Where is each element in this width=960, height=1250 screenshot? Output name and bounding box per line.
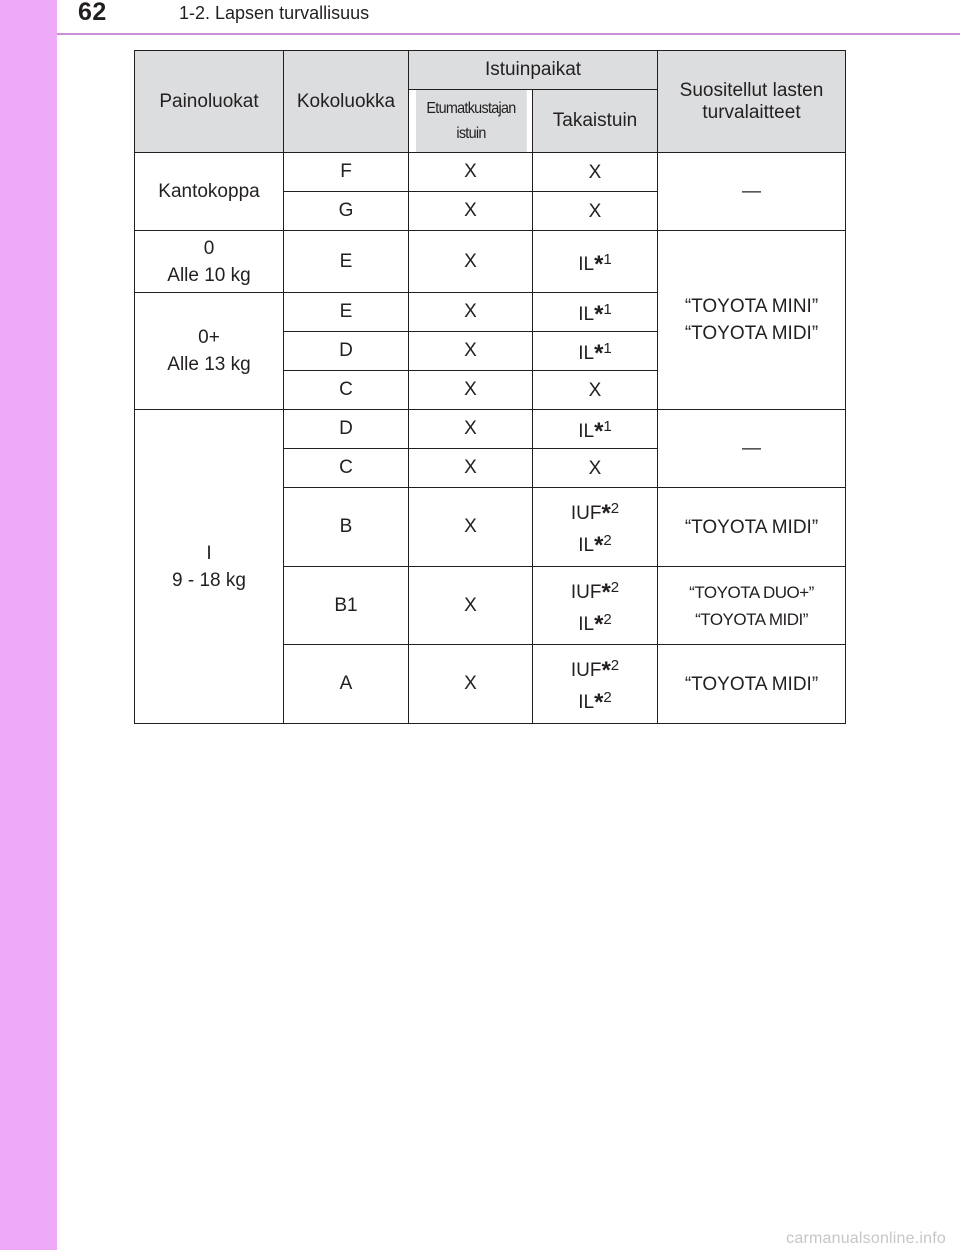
rear-seat-entry (539, 652, 651, 684)
seat-type-code: IUF (570, 660, 602, 681)
size-class-cell: C (284, 371, 409, 410)
size-class-cell: D (284, 332, 409, 371)
footnote-number: 1 (603, 301, 612, 318)
rear-seat-cell (533, 153, 658, 192)
rear-seat-entry (539, 413, 651, 445)
footnote-star: * (594, 418, 604, 445)
rear-seat-entry (539, 684, 651, 716)
recommended-device-cell (658, 488, 846, 567)
footnote-number: 1 (603, 340, 612, 357)
weight-group-label: 0+ (198, 327, 220, 348)
header-size-class: Kokoluokka (284, 51, 409, 153)
header-front-passenger: Etumatkustajan istuin (415, 90, 527, 153)
header-seat-positions: Istuinpaikat (409, 51, 658, 90)
footnote-number: 2 (603, 532, 612, 549)
size-class-cell: C (284, 449, 409, 488)
size-class-cell: E (284, 293, 409, 332)
seat-type-code: X (588, 457, 602, 479)
weight-group-label: 9 - 18 kg (172, 569, 246, 591)
recommended-device-name: “TOYOTA MIDI” (684, 673, 819, 695)
weight-group-cell (135, 293, 284, 410)
seat-type-code: IL (578, 613, 595, 635)
section-title: 1-2. Lapsen turvallisuus (179, 3, 370, 23)
weight-group-cell (135, 410, 284, 724)
size-class-cell: G (284, 192, 409, 231)
weight-group-label: 0 (203, 237, 215, 259)
weight-group-cell (135, 153, 284, 231)
rear-seat-cell (533, 449, 658, 488)
footnote-number: 2 (610, 500, 620, 517)
footnote-star: * (594, 250, 604, 278)
rear-seat-entry (539, 159, 651, 186)
watermark: carmanualsonline.info (786, 1230, 946, 1247)
weight-group-cell (135, 231, 284, 293)
side-tab (0, 0, 57, 1250)
footnote-star: * (594, 301, 604, 328)
size-class-cell: D (284, 410, 409, 449)
recommended-device-cell (658, 231, 846, 410)
rear-seat-cell (533, 231, 658, 293)
seat-type-code: IL (578, 253, 595, 275)
size-class-cell: F (284, 153, 409, 192)
rear-seat-cell (533, 410, 658, 449)
footnote-star: * (594, 689, 604, 716)
rear-seat-cell (533, 567, 658, 645)
table-row (135, 410, 846, 449)
rear-seat-entry (539, 198, 651, 225)
rear-seat-entry (539, 527, 651, 559)
header-weight-groups: Painoluokat (135, 51, 284, 153)
seat-type-code: X (588, 379, 602, 401)
rear-seat-entry (539, 335, 651, 367)
rear-seat-entry (539, 606, 651, 638)
footnote-number: 2 (610, 578, 620, 596)
weight-group-label: Alle 13 kg (167, 354, 251, 375)
recommended-device-cell (658, 410, 846, 488)
recommended-device-name: “TOYOTA DUO+” (689, 582, 814, 602)
recommended-device-cell (658, 153, 846, 231)
seat-type-code: IL (578, 304, 595, 325)
footnote-number: 1 (603, 418, 612, 435)
header-rule (57, 33, 960, 35)
front-passenger-cell: X (409, 293, 533, 332)
rear-seat-cell (533, 645, 658, 724)
size-class-cell: E (284, 231, 409, 293)
front-passenger-cell: X (409, 332, 533, 371)
recommended-device-name: “TOYOTA MINI” (684, 296, 819, 317)
footnote-number: 2 (603, 610, 612, 628)
front-passenger-cell: X (409, 153, 533, 192)
seat-type-code: X (588, 200, 602, 222)
recommended-device-name: “TOYOTA MIDI” (695, 609, 808, 629)
front-passenger-cell: X (409, 488, 533, 567)
size-class-cell: A (284, 645, 409, 724)
seat-type-code: IL (578, 535, 595, 556)
table-body (135, 153, 846, 724)
footnote-star: * (594, 340, 604, 367)
recommended-device-cell (658, 567, 846, 645)
front-passenger-cell: X (409, 371, 533, 410)
page-number: 62 (78, 0, 107, 26)
front-passenger-cell: X (409, 231, 533, 293)
front-passenger-cell: X (409, 449, 533, 488)
rear-seat-entry (539, 495, 651, 527)
footnote-number: 2 (610, 657, 620, 674)
rear-seat-entry (539, 246, 651, 278)
seat-type-code: IL (578, 343, 595, 364)
seat-type-code: IUF (570, 503, 602, 524)
recommended-device-name: “TOYOTA MIDI” (684, 323, 819, 344)
front-passenger-cell: X (409, 410, 533, 449)
table-row (135, 231, 846, 293)
rear-seat-cell (533, 371, 658, 410)
size-class-cell: B1 (284, 567, 409, 645)
footnote-star: * (594, 532, 604, 559)
front-passenger-cell: X (409, 567, 533, 645)
rear-seat-cell (533, 332, 658, 371)
seat-type-code: X (588, 161, 602, 183)
header-rear-seat: Takaistuin (533, 90, 658, 153)
footnote-star: * (601, 578, 611, 606)
child-seat-table (134, 50, 846, 724)
rear-seat-cell (533, 192, 658, 231)
recommended-device-name: — (742, 181, 761, 202)
footnote-number: 1 (603, 250, 612, 268)
recommended-device-cell (658, 645, 846, 724)
rear-seat-entry (539, 296, 651, 328)
footnote-star: * (601, 500, 611, 527)
footnote-star: * (594, 610, 604, 638)
rear-seat-cell (533, 488, 658, 567)
rear-seat-entry (539, 574, 651, 606)
header-recommended: Suositellut lasten turvalaitteet (658, 51, 846, 153)
recommended-device-name: — (742, 438, 761, 459)
seat-type-code: IL (578, 692, 595, 713)
front-passenger-cell: X (409, 192, 533, 231)
table-row (135, 153, 846, 192)
size-class-cell: B (284, 488, 409, 567)
seat-type-code: IUF (570, 581, 602, 603)
rear-seat-entry (539, 455, 651, 482)
footnote-star: * (601, 657, 611, 684)
weight-group-label: Alle 10 kg (167, 264, 251, 286)
footnote-number: 2 (603, 689, 612, 706)
front-passenger-cell: X (409, 645, 533, 724)
recommended-device-name: “TOYOTA MIDI” (684, 516, 819, 538)
rear-seat-entry (539, 377, 651, 404)
seat-type-code: IL (578, 421, 595, 442)
weight-group-label: Kantokoppa (158, 181, 260, 202)
rear-seat-cell (533, 293, 658, 332)
weight-group-label: I (206, 542, 212, 564)
